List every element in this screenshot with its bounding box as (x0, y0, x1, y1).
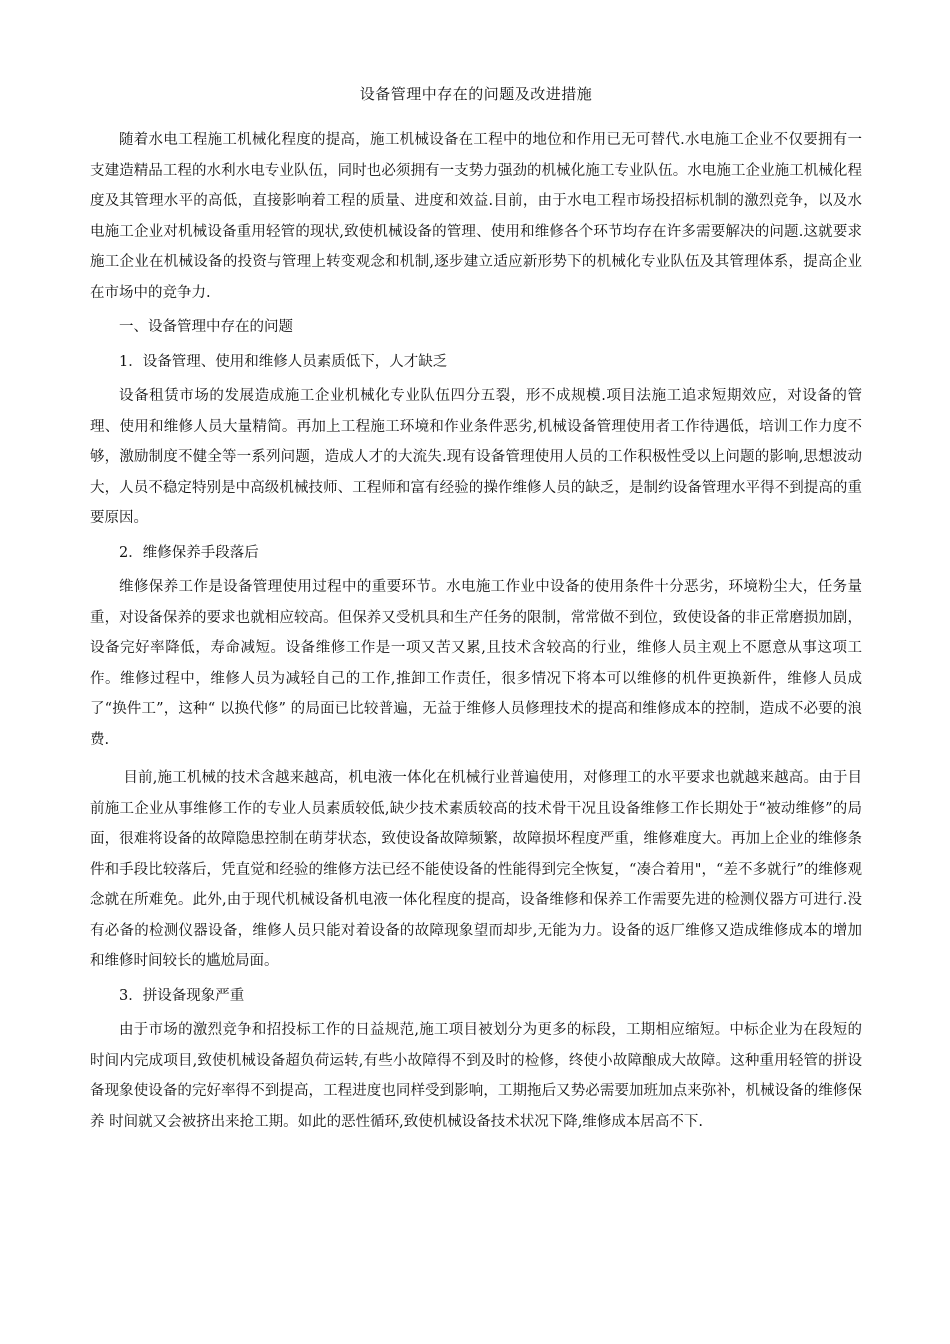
overuse-paragraph: 由于市场的激烈竞争和招投标工作的日益规范,施工项目被划分为更多的标段，工期相应缩短。中标企业为在段短的时间内完成项目,致使机械设备超负荷运转,有些小故障得不到及时的检修，终使小故障酿成大故障。这种重用轻管的拼设备现象使设备的完好率得不到提高，工程进度也同样受到影响，工期拖后又势必需要加班加点来弥补，机械设备的维修保养 时间就又会被挤出来抢工期。如此的恶性循环,致使机械设备技术状况下降,维修成本居高不下. (90, 1022, 862, 1130)
personnel-paragraph: 设备租赁市场的发展造成施工企业机械化专业队伍四分五裂，形不成规模.项目法施工追求短期效应，对设备的管理、使用和维修人员大量精简。再加上工程施工环境和作业条件恶劣,机械设备管理使用者工作待遇低，培训工作力度不够，激励制度不健全等一系列问题，造成人才的大流失.现有设备管理使用人员的工作积极性受以上问题的影响,思想波动大，人员不稳定特别是中高级机械技师、工程师和富有经验的操作维修人员的缺乏，是制约设备管理水平得不到提高的重要原因。 (90, 388, 862, 526)
subsection-heading-personnel: 1．设备管理、使用和维修人员素质低下，人才缺乏 (119, 353, 448, 370)
document-page (90, 82, 862, 1137)
subsection-heading-maintenance: 2．维修保养手段落后 (119, 544, 259, 561)
maintenance-paragraph-1: 维修保养工作是设备管理使用过程中的重要环节。水电施工作业中设备的使用条件十分恶劣，环境粉尘大，任务量重，对设备保养的要求也就相应较高。但保养又受机具和生产任务的限制，常常做不到位，致使设备的非正常磨损加剧，设备完好率降低，寿命减短。设备维修工作是一项又苦又累,且技术含较高的行业，维修人员主观上不愿意从事这项工作。维修过程中，维修人员为减轻自己的工作,推卸工作责任，很多情况下将本可以维修的机件更换新件，维修人员成了“换件工”，这种“ 以换代修” 的局面已比较普遍，无益于维修人员修理技术的提高和维修成本的控制，造成不必要的浪费. (90, 579, 862, 748)
intro-paragraph: 随着水电工程施工机械化程度的提高，施工机械设备在工程中的地位和作用已无可替代.水电施工企业不仅要拥有一支建造精品工程的水利水电专业队伍，同时也必须拥有一支势力强劲的机械化施工专业队伍。水电施工企业施工机械化程度及其管理水平的高低，直接影响着工程的质量、进度和效益.目前，由于水电工程市场投招标机制的激烈竞争，以及水电施工企业对机械设备重用轻管的现状,致使机械设备的管理、使用和维修各个环节均存在许多需要解决的问题.这就要求施工企业在机械设备的投资与管理上转变观念和机制,逐步建立适应新形势下的机械化专业队伍及其管理体系，提高企业在市场中的竞争力. (90, 132, 862, 301)
document-title: 设备管理中存在的问题及改进措施 (359, 85, 593, 103)
section-heading-problems: 一、设备管理中存在的问题 (119, 319, 293, 335)
maintenance-paragraph-2: 目前,施工机械的技术含越来越高，机电液一体化在机械行业普遍使用，对修理工的水平要求也就越来越高。由于目前施工企业从事维修工作的专业人员素质较低,缺少技术素质较高的技术骨干况且设备维修工作长期处于“被动维修”的局面，很难将设备的故障隐患控制在萌芽状态，致使设备故障频繁，故障损坏程度严重，维修难度大。再加上企业的维修条件和手段比较落后，凭直觉和经验的维修方法已经不能使设备的性能得到完全恢复，“凑合着用"，“差不多就行”的维修观念就在所难免。此外,由于现代机械设备机电液一体化程度的提高，设备维修和保养工作需要先进的检测仪器方可进行.没有必备的检测仪器设备，维修人员只能对着设备的故障现象望而却步,无能为力。设备的返厂维修又造成维修成本的增加和维修时间较长的尴尬局面。 (90, 770, 862, 969)
subsection-heading-overuse: 3．拼设备现象严重 (119, 987, 245, 1004)
